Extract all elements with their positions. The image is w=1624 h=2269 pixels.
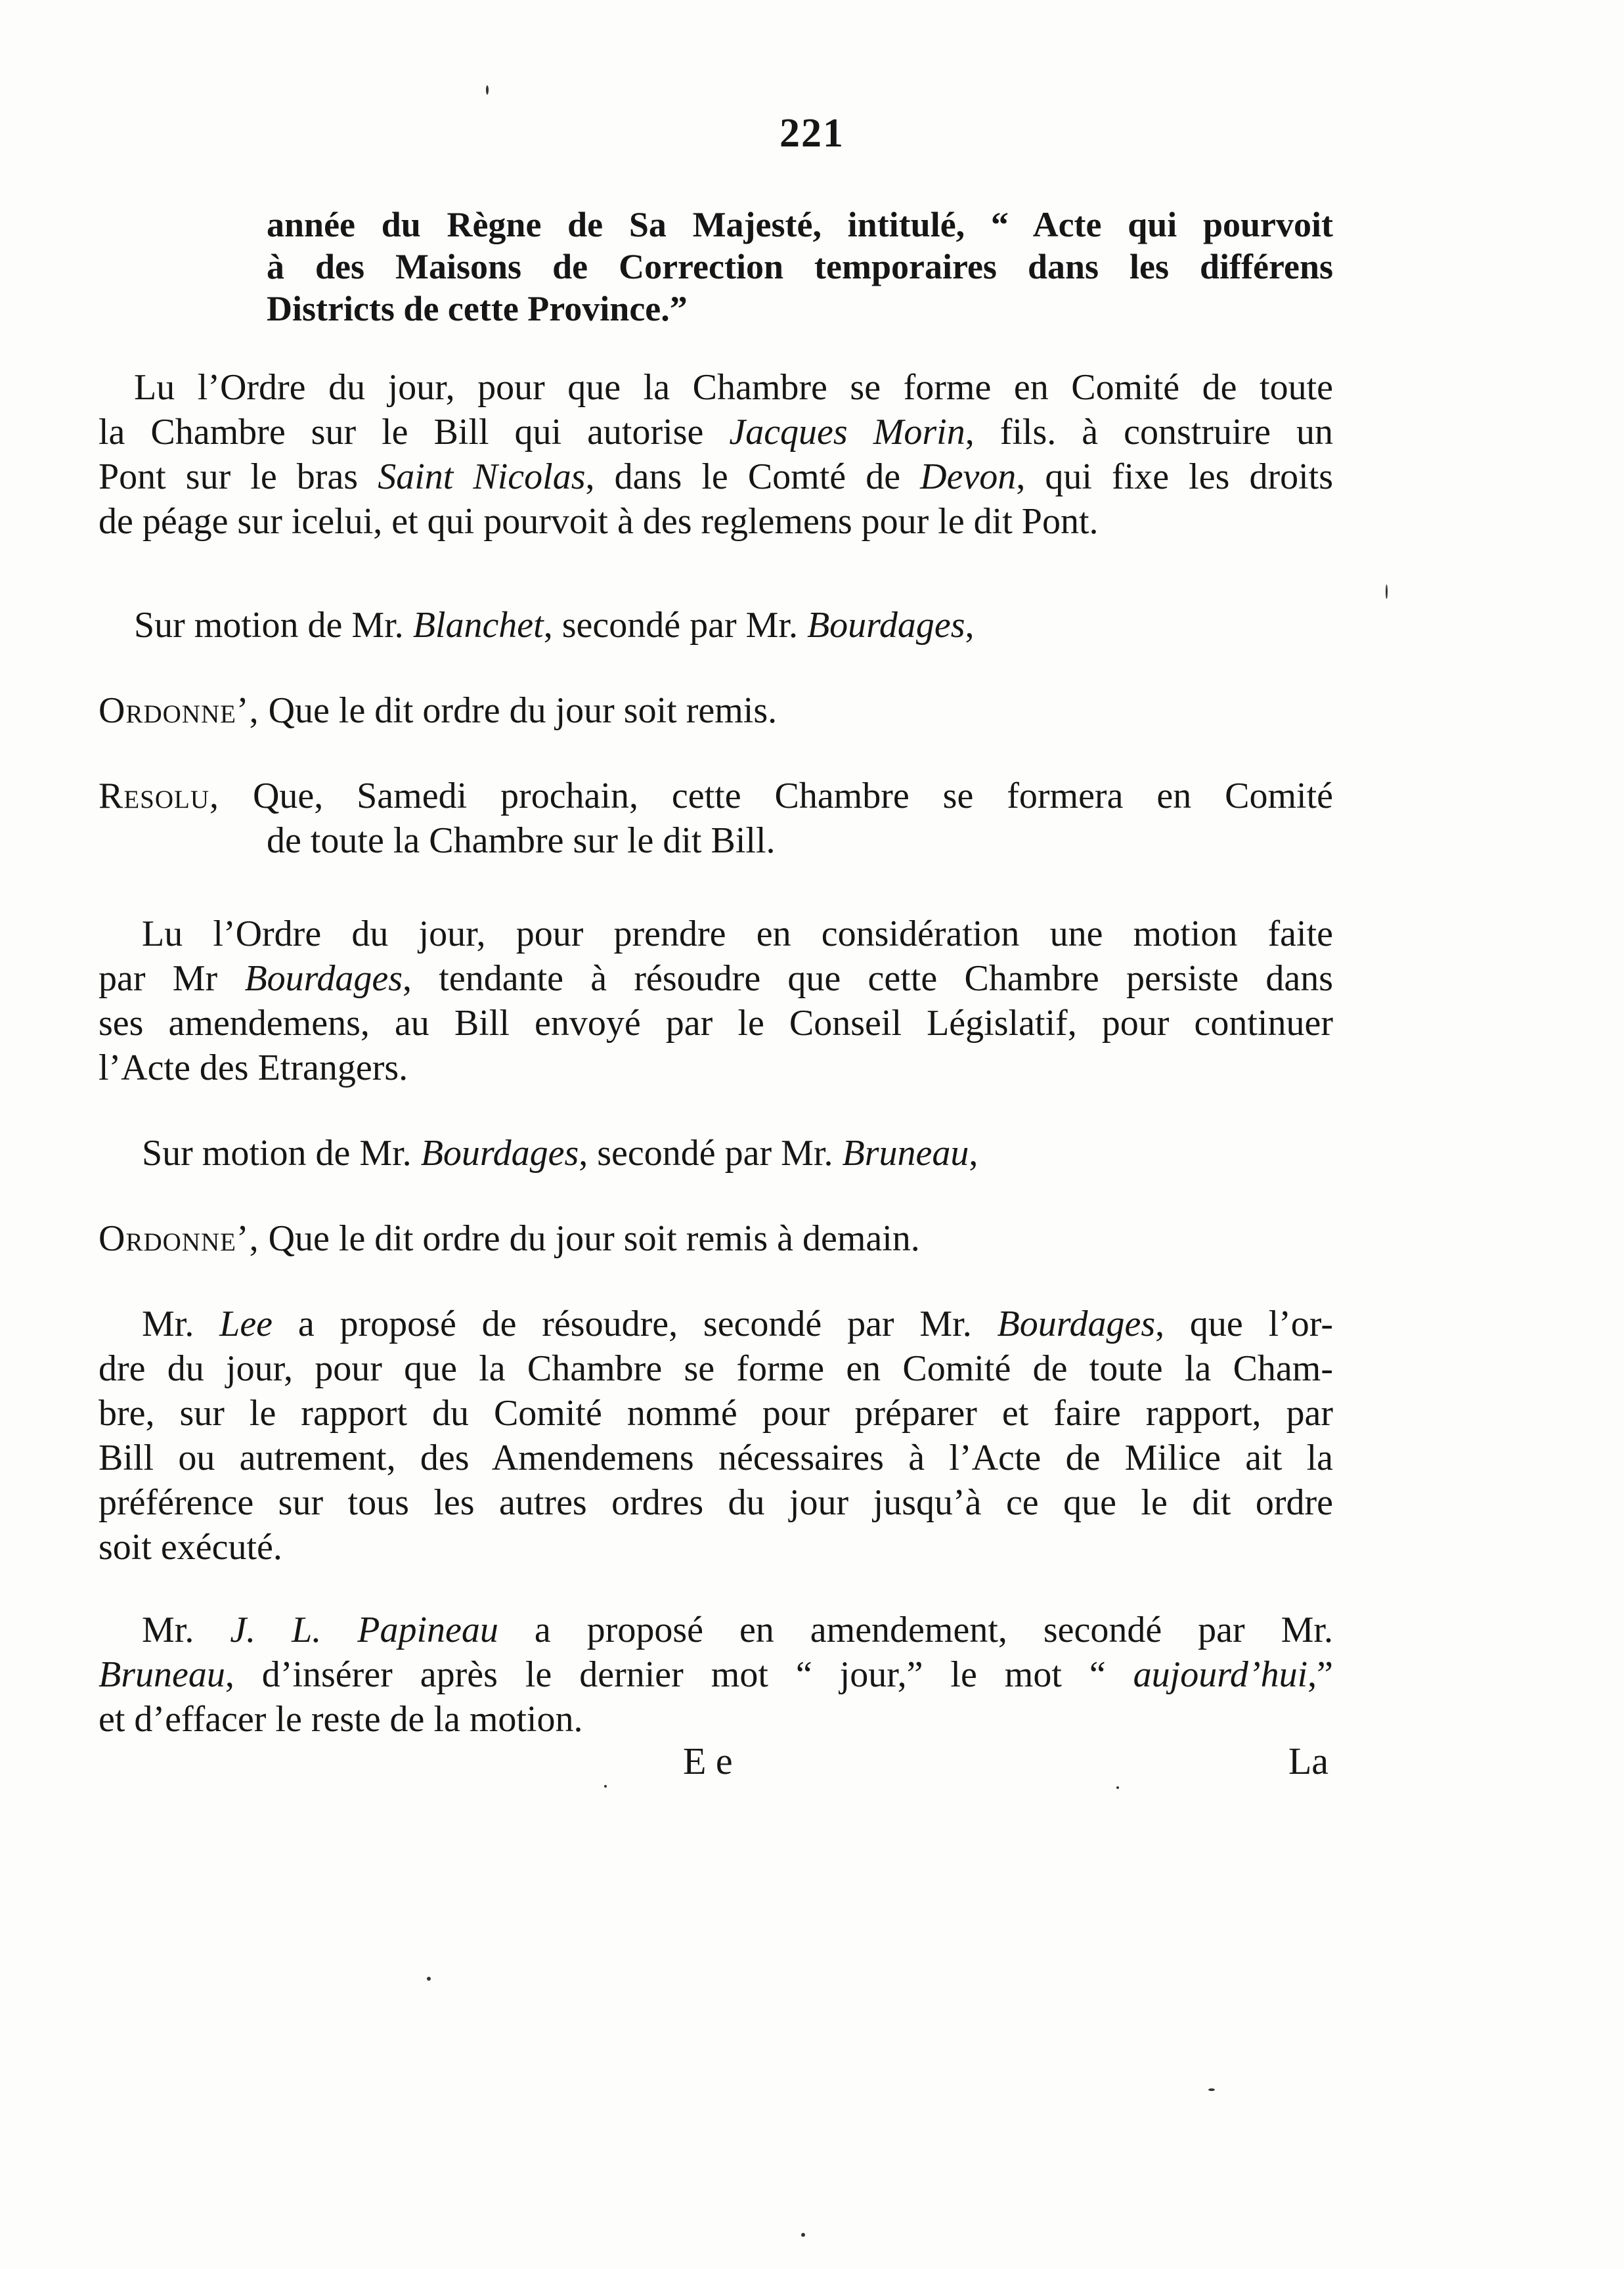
catchword: La — [1288, 1740, 1328, 1782]
text-line: Mr. J. L. Papineau a proposé en amendement, secondé par Mr. — [142, 1610, 1333, 1650]
resolution-saturday — [99, 774, 1333, 863]
text-line: l’Acte des Etrangers. — [99, 1047, 408, 1088]
text-line: Pont sur le bras Saint Nicolas, dans le Comté de Devon, qui fixe les droits — [99, 456, 1334, 497]
scan-speck — [604, 1785, 607, 1788]
text-line: Sur motion de Mr. Blanchet, secondé par Mr. Bourdages, — [134, 605, 975, 646]
text-line: Lu l’Ordre du jour, pour prendre en considération une motion faite — [142, 914, 1333, 954]
paragraph-order-bridge-bill — [99, 365, 1333, 544]
text-line: Bruneau, d’insérer après le dernier mot “ jour,” le mot “ aujourd’hui,” — [99, 1654, 1333, 1695]
resolu-label: Resolu, — [99, 776, 220, 816]
text-line: Lu l’Ordre du jour, pour que la Chambre se forme en Comité de toute — [134, 367, 1333, 408]
text-line: Sur motion de Mr. Bourdages, secondé par Mr. Bruneau, — [142, 1133, 978, 1174]
text-line: dre du jour, pour que la Chambre se forme en Comité de toute la Cham- — [99, 1348, 1333, 1389]
scan-speck — [1116, 1786, 1119, 1789]
mover-name: Bourdages — [420, 1133, 579, 1174]
text-line: et d’effacer le reste de la motion. — [99, 1699, 583, 1740]
person-name: J. L. Papineau — [230, 1610, 498, 1650]
text-line: de toute la Chambre sur le dit Bill. — [267, 820, 776, 861]
text-line: Resolu, Que, Samedi prochain, cette Chambre se formera en Comité — [99, 776, 1333, 816]
text-line: par Mr Bourdages, tendante à résoudre que cette Chambre persiste dans — [99, 958, 1333, 999]
text-line: préférence sur tous les autres ordres du jour jusqu’à ce que le dit ordre — [99, 1482, 1333, 1523]
person-name: Jacques Morin — [729, 412, 965, 452]
scan-speck — [427, 1977, 431, 1981]
person-name: Bruneau — [99, 1654, 225, 1695]
scan-speck — [1208, 2088, 1215, 2091]
county-name: Devon — [920, 456, 1017, 497]
text-line: Bill ou autrement, des Amendemens nécessaires à l’Acte de Milice ait la — [99, 1438, 1333, 1478]
person-name: Lee — [219, 1304, 273, 1344]
motion-bourdages — [99, 1131, 1333, 1176]
seconder-name: Bruneau — [842, 1133, 969, 1174]
text-line: Ordonne’, Que le dit ordre du jour soit remis. — [99, 690, 778, 731]
paragraph-papineau-amendment — [99, 1608, 1333, 1742]
text-line: Districts de cette Province.” — [267, 289, 688, 328]
text-line: à des Maisons de Correction temporaires dans les différens — [267, 247, 1333, 286]
text-line: de péage sur icelui, et qui pourvoit à des reglemens pour le dit Pont. — [99, 501, 1099, 542]
text-line: la Chambre sur le Bill qui autorise Jacques Morin, fils. à construire un — [99, 412, 1333, 452]
seconder-name: Bourdages — [806, 605, 965, 646]
person-name: Bourdages — [244, 958, 403, 999]
text-line: Mr. Lee a proposé de résoudre, secondé par Mr. Bourdages, que l’or- — [142, 1304, 1333, 1344]
place-name: Saint Nicolas — [378, 456, 586, 497]
scan-speck — [801, 2233, 805, 2237]
page-number: 221 — [779, 111, 845, 156]
signature-mark: E e — [683, 1740, 733, 1782]
text-line: bre, sur le rapport du Comité nommé pour préparer et faire rapport, par — [99, 1393, 1333, 1434]
paragraph-act-title — [267, 204, 1333, 330]
order-postponed-tomorrow — [99, 1216, 1333, 1261]
text-line: année du Règne de Sa Majesté, intitulé, “ Acte qui pourvoit — [267, 205, 1333, 244]
person-name: Bourdages — [997, 1304, 1156, 1344]
order-postponed — [99, 688, 1333, 733]
ordonne-label: Ordonne’, — [99, 690, 259, 731]
text-line: Ordonne’, Que le dit ordre du jour soit remis à demain. — [99, 1218, 920, 1259]
paragraph-lee-motion — [99, 1302, 1333, 1570]
paragraph-order-strangers-act — [99, 912, 1333, 1090]
motion-blanchet — [99, 603, 1333, 648]
quoted-word: aujourd’hui — [1133, 1654, 1308, 1695]
mover-name: Blanchet — [412, 605, 544, 646]
text-line: soit exécuté. — [99, 1527, 282, 1568]
scan-speck — [1386, 584, 1388, 599]
scan-speck — [486, 85, 489, 95]
ordonne-label: Ordonne’, — [99, 1218, 259, 1259]
text-line: ses amendemens, au Bill envoyé par le Conseil Législatif, pour continuer — [99, 1003, 1333, 1044]
